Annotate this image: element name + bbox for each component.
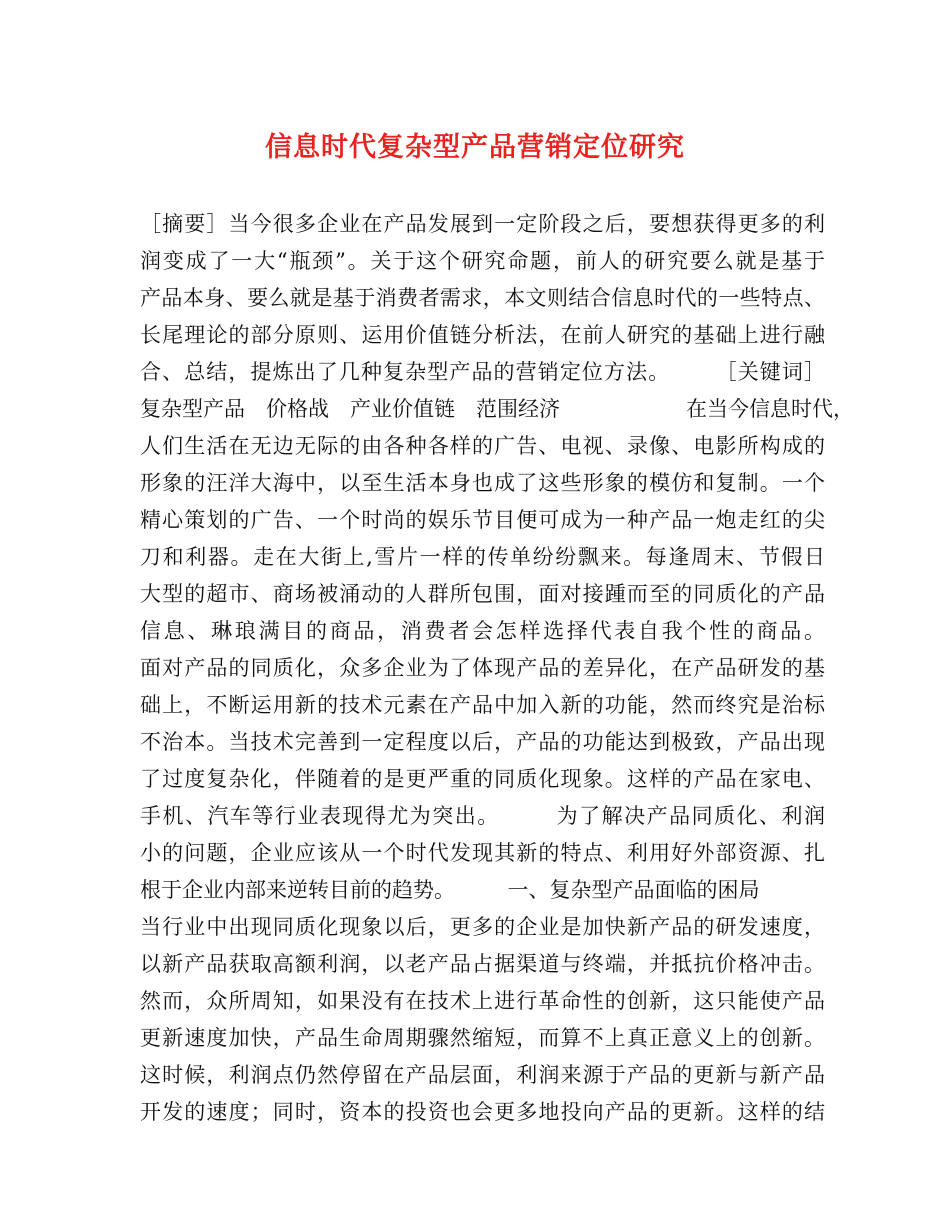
body-line: 然而，众所周知，如果没有在技术上进行革命性的创新，这只能使产品 — [140, 989, 825, 1013]
body-line: 根于企业内部来逆转目前的趋势。 一、复杂型产品面临的困局 — [140, 878, 760, 902]
body-line: 长尾理论的部分原则、运用价值链分析法，在前人研究的基础上进行融 — [140, 323, 825, 347]
body-line: 础上，不断运用新的技术元素在产品中加入新的功能，然而终究是治标 — [140, 693, 825, 717]
document-body — [140, 206, 854, 1131]
body-line: 复杂型产品 价格战 产业价值链 范围经济 在当今信息时代， — [140, 397, 854, 421]
body-line: 当行业中出现同质化现象以后，更多的企业是加快新产品的研发速度， — [140, 915, 825, 939]
body-line: 人们生活在无边无际的由各种各样的广告、电视、录像、电影所构成的 — [140, 434, 825, 458]
body-line: 刀和利器。走在大街上,雪片一样的传单纷纷飘来。每逢周末、节假日 — [140, 545, 825, 569]
body-line: 面对产品的同质化，众多企业为了体现产品的差异化，在产品研发的基 — [140, 656, 825, 680]
document-title: 信息时代复杂型产品营销定位研究 — [265, 132, 685, 163]
body-line: 润变成了一大“瓶颈”。关于这个研究命题，前人的研究要么就是基于 — [140, 249, 825, 273]
body-line: 以新产品获取高额利润，以老产品占据渠道与终端，并抵抗价格冲击。 — [140, 952, 825, 976]
body-line: 开发的速度；同时，资本的投资也会更多地投向产品的更新。这样的结 — [140, 1100, 825, 1124]
body-line: 产品本身、要么就是基于消费者需求，本文则结合信息时代的一些特点、 — [140, 286, 825, 310]
body-line: 不治本。当技术完善到一定程度以后，产品的功能达到极致，产品出现 — [140, 730, 825, 754]
body-line: 小的问题，企业应该从一个时代发现其新的特点、利用好外部资源、扎 — [140, 841, 825, 865]
body-line: 这时候，利润点仍然停留在产品层面，利润来源于产品的更新与新产品 — [140, 1063, 825, 1087]
body-line: 更新速度加快，产品生命周期骤然缩短，而算不上真正意义上的创新。 — [140, 1026, 825, 1050]
body-line: 大型的超市、商场被涌动的人群所包围，面对接踵而至的同质化的产品 — [140, 582, 825, 606]
body-line: 信息、琳琅满目的商品，消费者会怎样选择代表自我个性的商品。 — [140, 619, 825, 643]
body-line: 手机、汽车等行业表现得尤为突出。 为了解决产品同质化、利润 — [140, 804, 825, 828]
body-line: 形象的汪洋大海中，以至生活本身也成了这些形象的模仿和复制。一个 — [140, 471, 825, 495]
body-line: 精心策划的广告、一个时尚的娱乐节目便可成为一种产品一炮走红的尖 — [140, 508, 825, 532]
body-line: 了过度复杂化，伴随着的是更严重的同质化现象。这样的产品在家电、 — [140, 767, 825, 791]
body-line: 合、总结，提炼出了几种复杂型产品的营销定位方法。 ［关键词］ — [140, 360, 825, 384]
body-line: ［摘要］当今很多企业在产品发展到一定阶段之后，要想获得更多的利 — [140, 212, 825, 236]
